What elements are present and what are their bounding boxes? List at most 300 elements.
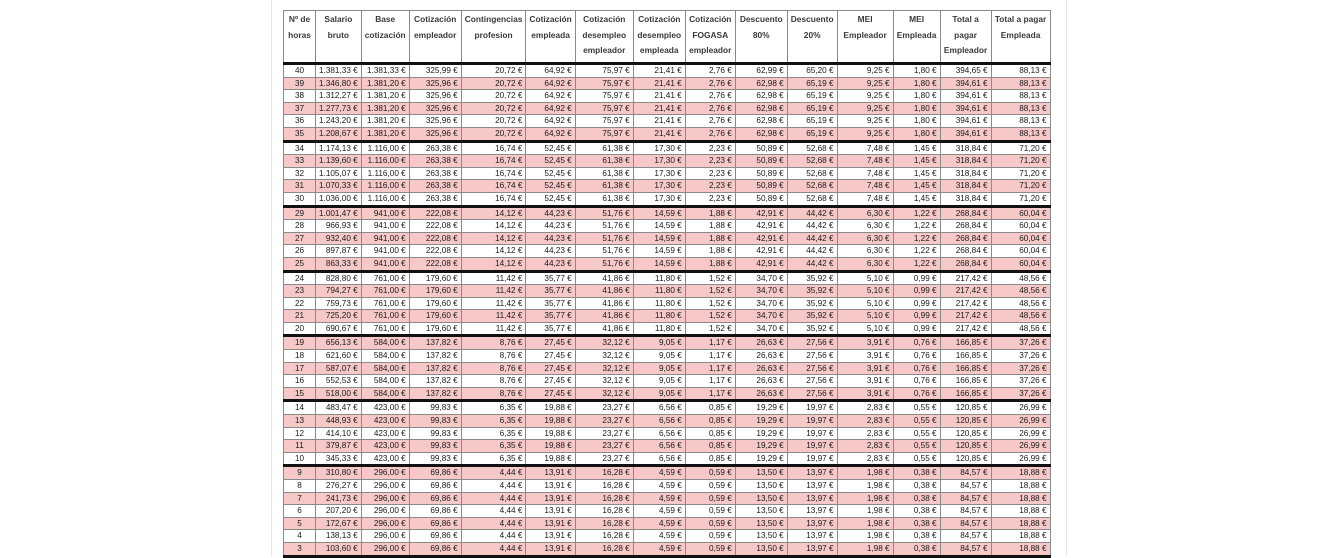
amount-cell: 13,50 € bbox=[735, 530, 787, 543]
amount-cell: 11,80 € bbox=[633, 285, 685, 298]
amount-cell: 8,76 € bbox=[461, 387, 526, 401]
amount-cell: 13,50 € bbox=[735, 505, 787, 518]
amount-cell: 179,60 € bbox=[409, 271, 461, 285]
amount-cell: 7,48 € bbox=[837, 141, 893, 155]
amount-cell: 1,45 € bbox=[893, 155, 940, 168]
amount-cell: 941,00 € bbox=[361, 245, 409, 258]
amount-cell: 16,74 € bbox=[461, 155, 526, 168]
amount-cell: 138,13 € bbox=[316, 530, 362, 543]
amount-cell: 65,19 € bbox=[787, 90, 837, 103]
amount-cell: 64,92 € bbox=[526, 115, 575, 128]
amount-cell: 48,56 € bbox=[991, 271, 1050, 285]
amount-cell: 20,72 € bbox=[461, 127, 526, 141]
hours-cell: 39 bbox=[284, 77, 316, 90]
hours-cell: 29 bbox=[284, 206, 316, 220]
table-row bbox=[284, 350, 1051, 363]
table-row bbox=[284, 336, 1051, 350]
amount-cell: 26,99 € bbox=[991, 440, 1050, 453]
amount-cell: 103,60 € bbox=[316, 542, 362, 556]
amount-cell: 13,91 € bbox=[526, 530, 575, 543]
amount-cell: 9,25 € bbox=[837, 115, 893, 128]
amount-cell: 1,88 € bbox=[685, 206, 735, 220]
amount-cell: 1.116,00 € bbox=[361, 167, 409, 180]
amount-cell: 137,82 € bbox=[409, 362, 461, 375]
column-header: Cotización FOGASA empleador bbox=[685, 11, 735, 64]
amount-cell: 21,41 € bbox=[633, 102, 685, 115]
amount-cell: 4,59 € bbox=[633, 530, 685, 543]
amount-cell: 1,45 € bbox=[893, 180, 940, 193]
table-row bbox=[284, 115, 1051, 128]
amount-cell: 584,00 € bbox=[361, 350, 409, 363]
amount-cell: 0,38 € bbox=[893, 542, 940, 556]
amount-cell: 13,97 € bbox=[787, 542, 837, 556]
amount-cell: 13,97 € bbox=[787, 505, 837, 518]
amount-cell: 179,60 € bbox=[409, 285, 461, 298]
amount-cell: 20,72 € bbox=[461, 102, 526, 115]
table-row bbox=[284, 64, 1051, 78]
amount-cell: 21,41 € bbox=[633, 115, 685, 128]
amount-cell: 14,12 € bbox=[461, 257, 526, 271]
column-header: Nº de horas bbox=[284, 11, 316, 64]
amount-cell: 16,28 € bbox=[575, 480, 633, 493]
amount-cell: 44,23 € bbox=[526, 220, 575, 233]
amount-cell: 725,20 € bbox=[316, 310, 362, 323]
amount-cell: 1.381,20 € bbox=[361, 77, 409, 90]
amount-cell: 16,28 € bbox=[575, 492, 633, 505]
amount-cell: 1,52 € bbox=[685, 271, 735, 285]
amount-cell: 318,84 € bbox=[940, 141, 991, 155]
amount-cell: 1.116,00 € bbox=[361, 155, 409, 168]
amount-cell: 759,73 € bbox=[316, 297, 362, 310]
amount-cell: 3,91 € bbox=[837, 362, 893, 375]
amount-cell: 19,88 € bbox=[526, 401, 575, 415]
amount-cell: 26,99 € bbox=[991, 401, 1050, 415]
amount-cell: 52,45 € bbox=[526, 167, 575, 180]
amount-cell: 19,29 € bbox=[735, 427, 787, 440]
amount-cell: 19,97 € bbox=[787, 401, 837, 415]
hours-cell: 33 bbox=[284, 155, 316, 168]
amount-cell: 761,00 € bbox=[361, 271, 409, 285]
table-row bbox=[284, 90, 1051, 103]
amount-cell: 794,27 € bbox=[316, 285, 362, 298]
table-row bbox=[284, 427, 1051, 440]
amount-cell: 166,85 € bbox=[940, 387, 991, 401]
hours-cell: 10 bbox=[284, 452, 316, 466]
amount-cell: 7,48 € bbox=[837, 155, 893, 168]
amount-cell: 13,91 € bbox=[526, 466, 575, 480]
amount-cell: 60,04 € bbox=[991, 220, 1050, 233]
amount-cell: 584,00 € bbox=[361, 362, 409, 375]
amount-cell: 44,42 € bbox=[787, 232, 837, 245]
amount-cell: 0,85 € bbox=[685, 440, 735, 453]
amount-cell: 75,97 € bbox=[575, 90, 633, 103]
hours-cell: 34 bbox=[284, 141, 316, 155]
amount-cell: 34,70 € bbox=[735, 271, 787, 285]
amount-cell: 9,05 € bbox=[633, 375, 685, 388]
amount-cell: 263,38 € bbox=[409, 192, 461, 206]
amount-cell: 61,38 € bbox=[575, 180, 633, 193]
amount-cell: 1,88 € bbox=[685, 232, 735, 245]
amount-cell: 4,59 € bbox=[633, 480, 685, 493]
header-row bbox=[284, 11, 1051, 64]
amount-cell: 966,93 € bbox=[316, 220, 362, 233]
amount-cell: 71,20 € bbox=[991, 141, 1050, 155]
amount-cell: 18,88 € bbox=[991, 505, 1050, 518]
amount-cell: 1.208,67 € bbox=[316, 127, 362, 141]
table-row bbox=[284, 480, 1051, 493]
amount-cell: 2,83 € bbox=[837, 415, 893, 428]
amount-cell: 20,72 € bbox=[461, 77, 526, 90]
amount-cell: 318,84 € bbox=[940, 192, 991, 206]
amount-cell: 1,88 € bbox=[685, 245, 735, 258]
column-header: Total a pagar Empleador bbox=[940, 11, 991, 64]
amount-cell: 48,56 € bbox=[991, 285, 1050, 298]
amount-cell: 50,89 € bbox=[735, 180, 787, 193]
amount-cell: 65,19 € bbox=[787, 127, 837, 141]
amount-cell: 16,74 € bbox=[461, 141, 526, 155]
hours-cell: 31 bbox=[284, 180, 316, 193]
hours-cell: 40 bbox=[284, 64, 316, 78]
amount-cell: 64,92 € bbox=[526, 102, 575, 115]
amount-cell: 296,00 € bbox=[361, 480, 409, 493]
amount-cell: 84,57 € bbox=[940, 480, 991, 493]
amount-cell: 1,88 € bbox=[685, 257, 735, 271]
amount-cell: 296,00 € bbox=[361, 530, 409, 543]
amount-cell: 1.381,20 € bbox=[361, 127, 409, 141]
amount-cell: 4,44 € bbox=[461, 505, 526, 518]
amount-cell: 52,45 € bbox=[526, 141, 575, 155]
amount-cell: 44,42 € bbox=[787, 206, 837, 220]
amount-cell: 18,88 € bbox=[991, 492, 1050, 505]
amount-cell: 14,12 € bbox=[461, 206, 526, 220]
amount-cell: 34,70 € bbox=[735, 322, 787, 336]
amount-cell: 172,67 € bbox=[316, 517, 362, 530]
page-right-edge bbox=[1066, 0, 1067, 556]
amount-cell: 1,22 € bbox=[893, 220, 940, 233]
amount-cell: 32,12 € bbox=[575, 375, 633, 388]
amount-cell: 84,57 € bbox=[940, 466, 991, 480]
amount-cell: 1,17 € bbox=[685, 350, 735, 363]
amount-cell: 23,27 € bbox=[575, 452, 633, 466]
amount-cell: 26,63 € bbox=[735, 336, 787, 350]
amount-cell: 1,98 € bbox=[837, 466, 893, 480]
amount-cell: 69,86 € bbox=[409, 542, 461, 556]
amount-cell: 44,42 € bbox=[787, 257, 837, 271]
amount-cell: 19,97 € bbox=[787, 440, 837, 453]
amount-cell: 584,00 € bbox=[361, 387, 409, 401]
amount-cell: 13,91 € bbox=[526, 505, 575, 518]
amount-cell: 1,80 € bbox=[893, 102, 940, 115]
amount-cell: 27,56 € bbox=[787, 362, 837, 375]
amount-cell: 6,35 € bbox=[461, 427, 526, 440]
amount-cell: 268,84 € bbox=[940, 257, 991, 271]
amount-cell: 263,38 € bbox=[409, 167, 461, 180]
table-row bbox=[284, 232, 1051, 245]
hours-cell: 18 bbox=[284, 350, 316, 363]
amount-cell: 0,76 € bbox=[893, 387, 940, 401]
amount-cell: 2,76 € bbox=[685, 127, 735, 141]
amount-cell: 0,59 € bbox=[685, 480, 735, 493]
amount-cell: 19,88 € bbox=[526, 415, 575, 428]
amount-cell: 7,48 € bbox=[837, 180, 893, 193]
amount-cell: 42,91 € bbox=[735, 257, 787, 271]
amount-cell: 0,55 € bbox=[893, 415, 940, 428]
amount-cell: 3,91 € bbox=[837, 336, 893, 350]
amount-cell: 9,05 € bbox=[633, 387, 685, 401]
amount-cell: 2,23 € bbox=[685, 180, 735, 193]
amount-cell: 35,77 € bbox=[526, 310, 575, 323]
amount-cell: 50,89 € bbox=[735, 141, 787, 155]
amount-cell: 2,76 € bbox=[685, 90, 735, 103]
amount-cell: 1,22 € bbox=[893, 206, 940, 220]
amount-cell: 0,76 € bbox=[893, 350, 940, 363]
amount-cell: 6,30 € bbox=[837, 232, 893, 245]
amount-cell: 64,92 € bbox=[526, 127, 575, 141]
amount-cell: 52,45 € bbox=[526, 180, 575, 193]
hours-cell: 9 bbox=[284, 466, 316, 480]
amount-cell: 1.105,07 € bbox=[316, 167, 362, 180]
amount-cell: 75,97 € bbox=[575, 102, 633, 115]
amount-cell: 1,98 € bbox=[837, 517, 893, 530]
column-header: MEI Empleador bbox=[837, 11, 893, 64]
amount-cell: 75,97 € bbox=[575, 127, 633, 141]
amount-cell: 37,26 € bbox=[991, 350, 1050, 363]
amount-cell: 394,61 € bbox=[940, 90, 991, 103]
hours-cell: 32 bbox=[284, 167, 316, 180]
table-row bbox=[284, 415, 1051, 428]
amount-cell: 69,86 € bbox=[409, 517, 461, 530]
amount-cell: 60,04 € bbox=[991, 232, 1050, 245]
amount-cell: 0,38 € bbox=[893, 530, 940, 543]
amount-cell: 18,88 € bbox=[991, 517, 1050, 530]
amount-cell: 6,56 € bbox=[633, 415, 685, 428]
hours-cell: 21 bbox=[284, 310, 316, 323]
amount-cell: 1,80 € bbox=[893, 64, 940, 78]
amount-cell: 35,92 € bbox=[787, 310, 837, 323]
amount-cell: 52,68 € bbox=[787, 141, 837, 155]
amount-cell: 35,77 € bbox=[526, 322, 575, 336]
table-row bbox=[284, 375, 1051, 388]
amount-cell: 75,97 € bbox=[575, 115, 633, 128]
amount-cell: 99,83 € bbox=[409, 452, 461, 466]
amount-cell: 16,28 € bbox=[575, 517, 633, 530]
amount-cell: 0,76 € bbox=[893, 336, 940, 350]
amount-cell: 32,12 € bbox=[575, 336, 633, 350]
amount-cell: 584,00 € bbox=[361, 336, 409, 350]
amount-cell: 941,00 € bbox=[361, 257, 409, 271]
amount-cell: 1.312,27 € bbox=[316, 90, 362, 103]
amount-cell: 268,84 € bbox=[940, 232, 991, 245]
amount-cell: 166,85 € bbox=[940, 350, 991, 363]
amount-cell: 65,19 € bbox=[787, 115, 837, 128]
table-row bbox=[284, 322, 1051, 336]
amount-cell: 276,27 € bbox=[316, 480, 362, 493]
amount-cell: 18,88 € bbox=[991, 480, 1050, 493]
amount-cell: 2,83 € bbox=[837, 427, 893, 440]
amount-cell: 1,80 € bbox=[893, 127, 940, 141]
amount-cell: 325,96 € bbox=[409, 115, 461, 128]
amount-cell: 0,99 € bbox=[893, 297, 940, 310]
table-row bbox=[284, 362, 1051, 375]
amount-cell: 0,85 € bbox=[685, 427, 735, 440]
amount-cell: 1.116,00 € bbox=[361, 141, 409, 155]
amount-cell: 1,17 € bbox=[685, 387, 735, 401]
amount-cell: 26,63 € bbox=[735, 387, 787, 401]
table-row bbox=[284, 530, 1051, 543]
amount-cell: 9,25 € bbox=[837, 64, 893, 78]
amount-cell: 222,08 € bbox=[409, 220, 461, 233]
amount-cell: 14,12 € bbox=[461, 232, 526, 245]
amount-cell: 18,88 € bbox=[991, 466, 1050, 480]
hours-cell: 5 bbox=[284, 517, 316, 530]
amount-cell: 1.116,00 € bbox=[361, 192, 409, 206]
amount-cell: 2,23 € bbox=[685, 155, 735, 168]
amount-cell: 60,04 € bbox=[991, 257, 1050, 271]
hours-cell: 6 bbox=[284, 505, 316, 518]
amount-cell: 41,86 € bbox=[575, 322, 633, 336]
amount-cell: 23,27 € bbox=[575, 427, 633, 440]
amount-cell: 137,82 € bbox=[409, 375, 461, 388]
amount-cell: 394,61 € bbox=[940, 102, 991, 115]
amount-cell: 1,22 € bbox=[893, 245, 940, 258]
amount-cell: 21,41 € bbox=[633, 64, 685, 78]
amount-cell: 217,42 € bbox=[940, 322, 991, 336]
amount-cell: 37,26 € bbox=[991, 387, 1050, 401]
amount-cell: 20,72 € bbox=[461, 90, 526, 103]
amount-cell: 518,00 € bbox=[316, 387, 362, 401]
amount-cell: 2,23 € bbox=[685, 167, 735, 180]
column-header: MEI Empleada bbox=[893, 11, 940, 64]
amount-cell: 2,83 € bbox=[837, 440, 893, 453]
hours-cell: 27 bbox=[284, 232, 316, 245]
amount-cell: 75,97 € bbox=[575, 77, 633, 90]
amount-cell: 1.381,33 € bbox=[316, 64, 362, 78]
amount-cell: 69,86 € bbox=[409, 530, 461, 543]
table-row bbox=[284, 192, 1051, 206]
amount-cell: 1.243,20 € bbox=[316, 115, 362, 128]
amount-cell: 263,38 € bbox=[409, 141, 461, 155]
amount-cell: 1,80 € bbox=[893, 115, 940, 128]
amount-cell: 296,00 € bbox=[361, 542, 409, 556]
amount-cell: 0,99 € bbox=[893, 310, 940, 323]
amount-cell: 61,38 € bbox=[575, 141, 633, 155]
amount-cell: 69,86 € bbox=[409, 505, 461, 518]
table-row bbox=[284, 452, 1051, 466]
hours-cell: 16 bbox=[284, 375, 316, 388]
amount-cell: 35,92 € bbox=[787, 297, 837, 310]
amount-cell: 1,98 € bbox=[837, 492, 893, 505]
table-row bbox=[284, 167, 1051, 180]
table-row bbox=[284, 257, 1051, 271]
amount-cell: 52,45 € bbox=[526, 155, 575, 168]
amount-cell: 656,13 € bbox=[316, 336, 362, 350]
amount-cell: 0,38 € bbox=[893, 517, 940, 530]
column-header: Total a pagar Empleada bbox=[991, 11, 1050, 64]
amount-cell: 44,23 € bbox=[526, 257, 575, 271]
amount-cell: 16,74 € bbox=[461, 192, 526, 206]
amount-cell: 51,76 € bbox=[575, 257, 633, 271]
amount-cell: 932,40 € bbox=[316, 232, 362, 245]
amount-cell: 34,70 € bbox=[735, 297, 787, 310]
amount-cell: 84,57 € bbox=[940, 517, 991, 530]
amount-cell: 17,30 € bbox=[633, 180, 685, 193]
amount-cell: 325,96 € bbox=[409, 102, 461, 115]
amount-cell: 37,26 € bbox=[991, 375, 1050, 388]
amount-cell: 1,22 € bbox=[893, 257, 940, 271]
column-header: Descuento 20% bbox=[787, 11, 837, 64]
amount-cell: 26,63 € bbox=[735, 362, 787, 375]
amount-cell: 16,28 € bbox=[575, 505, 633, 518]
amount-cell: 828,80 € bbox=[316, 271, 362, 285]
amount-cell: 0,55 € bbox=[893, 452, 940, 466]
amount-cell: 13,91 € bbox=[526, 492, 575, 505]
amount-cell: 552,53 € bbox=[316, 375, 362, 388]
amount-cell: 7,48 € bbox=[837, 192, 893, 206]
amount-cell: 1.277,73 € bbox=[316, 102, 362, 115]
column-header: Descuento 80% bbox=[735, 11, 787, 64]
amount-cell: 1,98 € bbox=[837, 530, 893, 543]
hours-cell: 13 bbox=[284, 415, 316, 428]
amount-cell: 61,38 € bbox=[575, 192, 633, 206]
amount-cell: 27,45 € bbox=[526, 362, 575, 375]
amount-cell: 4,44 € bbox=[461, 480, 526, 493]
amount-cell: 16,28 € bbox=[575, 530, 633, 543]
amount-cell: 19,88 € bbox=[526, 452, 575, 466]
amount-cell: 6,35 € bbox=[461, 415, 526, 428]
amount-cell: 0,55 € bbox=[893, 401, 940, 415]
amount-cell: 27,56 € bbox=[787, 336, 837, 350]
amount-cell: 84,57 € bbox=[940, 542, 991, 556]
amount-cell: 32,12 € bbox=[575, 362, 633, 375]
amount-cell: 137,82 € bbox=[409, 336, 461, 350]
amount-cell: 35,92 € bbox=[787, 285, 837, 298]
amount-cell: 62,99 € bbox=[735, 64, 787, 78]
amount-cell: 1,98 € bbox=[837, 480, 893, 493]
table-row bbox=[284, 505, 1051, 518]
table-row bbox=[284, 271, 1051, 285]
amount-cell: 1,80 € bbox=[893, 77, 940, 90]
amount-cell: 62,98 € bbox=[735, 102, 787, 115]
table-header bbox=[284, 11, 1051, 64]
amount-cell: 62,98 € bbox=[735, 127, 787, 141]
amount-cell: 423,00 € bbox=[361, 415, 409, 428]
amount-cell: 27,45 € bbox=[526, 336, 575, 350]
amount-cell: 1.381,20 € bbox=[361, 90, 409, 103]
amount-cell: 166,85 € bbox=[940, 362, 991, 375]
amount-cell: 5,10 € bbox=[837, 285, 893, 298]
amount-cell: 345,33 € bbox=[316, 452, 362, 466]
table-row bbox=[284, 492, 1051, 505]
amount-cell: 6,56 € bbox=[633, 452, 685, 466]
amount-cell: 0,38 € bbox=[893, 492, 940, 505]
amount-cell: 268,84 € bbox=[940, 220, 991, 233]
amount-cell: 5,10 € bbox=[837, 297, 893, 310]
amount-cell: 13,50 € bbox=[735, 480, 787, 493]
table-row bbox=[284, 141, 1051, 155]
hours-cell: 36 bbox=[284, 115, 316, 128]
amount-cell: 120,85 € bbox=[940, 401, 991, 415]
table-row bbox=[284, 206, 1051, 220]
hours-cell: 12 bbox=[284, 427, 316, 440]
amount-cell: 166,85 € bbox=[940, 336, 991, 350]
amount-cell: 11,80 € bbox=[633, 310, 685, 323]
amount-cell: 27,56 € bbox=[787, 375, 837, 388]
hours-cell: 8 bbox=[284, 480, 316, 493]
amount-cell: 941,00 € bbox=[361, 220, 409, 233]
hours-cell: 22 bbox=[284, 297, 316, 310]
amount-cell: 1.036,00 € bbox=[316, 192, 362, 206]
amount-cell: 120,85 € bbox=[940, 452, 991, 466]
